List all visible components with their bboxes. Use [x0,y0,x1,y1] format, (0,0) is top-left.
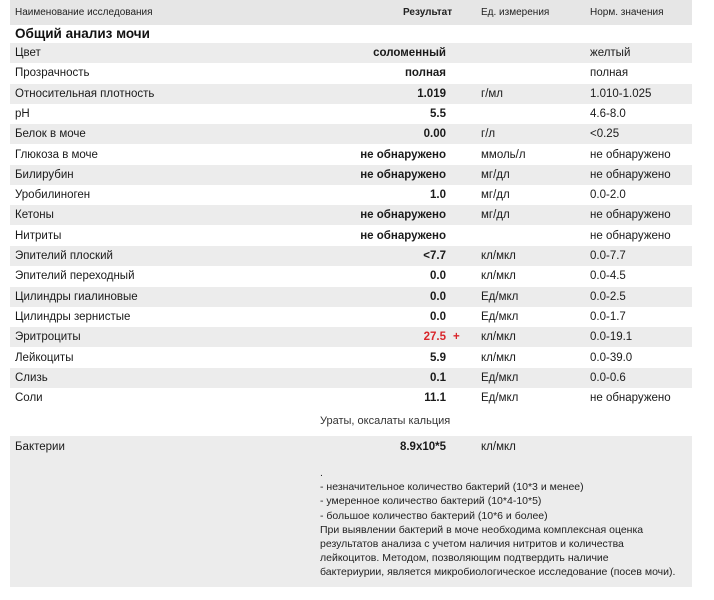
section-title: Общий анализ мочи [15,26,150,41]
row-norm: не обнаружено [590,392,671,405]
row-result: соломенный [373,47,446,59]
row-name: Цилиндры зернистые [15,310,131,323]
row-name: Билирубин [15,168,74,181]
table-row [10,266,692,286]
row-unit: Ед/мкл [481,371,519,384]
comment-line: - большое количество бактерий (10*6 и более) [320,509,548,522]
comment-line: бактериурии, является микробиологическое исследование (посев мочи). [320,566,676,579]
comment-line: лейкоцитов. Методом, позволяющим подтвердить наличие [320,552,609,565]
row-name: Эритроциты [15,331,81,344]
table-row [10,43,692,63]
row-result: полная [404,67,446,80]
row-name: Нитриты [15,229,62,242]
bacteria-row [10,436,692,587]
row-result: 1.0 [430,189,446,202]
row-norm: <0.25 [590,128,620,141]
row-result: 0.0 [430,270,446,283]
row-unit: мг/дл [481,168,510,181]
row-name: Прозрачность [15,67,90,80]
row-result: не обнаружено [360,168,446,181]
row-norm: 0.0-39.0 [590,351,633,364]
row-norm: желтый [590,47,631,59]
row-name: Относительная плотность [15,87,155,100]
row-flag: + [453,331,460,344]
row-norm: 0.0-19.1 [590,331,633,344]
row-name: Кетоны [15,209,54,222]
bacteria-result: 8.9x10*5 [399,441,446,453]
bacteria-name: Бактерии [15,441,65,453]
table-row [10,368,692,388]
row-unit: Ед/мкл [481,290,519,303]
row-name: Цвет [15,47,41,59]
comment-line: При выявлении бактерий в моче необходима комплексная оценка [320,523,644,536]
row-norm: не обнаружено [590,168,671,181]
row-unit: Ед/мкл [481,392,519,405]
row-result: <7.7 [423,250,446,262]
table-row [10,287,692,307]
row-unit: кл/мкл [481,351,516,364]
row-unit: Ед/мкл [481,310,519,323]
row-result: не обнаружено [360,229,446,242]
row-result: 27.5 [423,331,446,344]
row-unit: кл/мкл [481,250,516,262]
table-row [10,124,692,144]
table-row [10,327,692,347]
row-unit: ммоль/л [481,148,526,161]
row-norm: не обнаружено [590,229,671,242]
row-unit: мг/дл [481,189,510,202]
row-result: не обнаружено [360,148,446,161]
row-norm: 0.0-0.6 [590,371,626,384]
table-row [10,388,692,408]
row-norm: 0.0-7.7 [590,250,626,262]
row-result: 0.0 [430,310,446,323]
header-unit: Ед. измерения [481,7,550,18]
row-name: Эпителий плоский [15,250,113,262]
table-row [10,205,692,225]
table-row [10,145,692,165]
table-row [10,226,692,246]
row-norm: 0.0-2.0 [590,189,626,202]
table-row [10,63,692,83]
bacteria-comment [320,466,688,580]
row-norm: 0.0-2.5 [590,290,626,303]
row-result: 1.019 [417,87,446,100]
row-result: 5.5 [430,107,446,120]
row-norm: 0.0-1.7 [590,310,626,323]
table-row [10,165,692,185]
row-norm: не обнаружено [590,209,671,222]
row-unit: г/мл [481,87,504,100]
row-unit: мг/дл [481,209,510,222]
header-result: Результат [403,7,453,18]
table-row [10,84,692,104]
row-result: не обнаружено [360,209,446,222]
bacteria-unit: кл/мкл [481,441,516,453]
comment-line: . [320,467,323,479]
row-name: Лейкоциты [15,351,74,364]
row-norm: не обнаружено [590,148,671,161]
row-name: Эпителий переходный [15,270,135,283]
row-result: 11.1 [424,392,446,405]
comment-line: - незначительное количество бактерий (10*3 и менее) [320,481,584,494]
header-norm: Норм. значения [590,7,664,18]
table-row [10,185,692,205]
header-name: Наименование исследования [15,7,153,18]
row-name: pH [15,107,30,120]
row-name: Цилиндры гиалиновые [15,290,138,303]
row-name: Белок в моче [15,128,86,141]
row-unit: кл/мкл [481,331,516,344]
table-row [10,104,692,124]
salts-note: Ураты, оксалаты кальция [320,415,451,427]
row-name: Слизь [15,371,48,384]
table-header [10,0,692,25]
row-norm: полная [590,67,629,80]
row-unit: г/л [481,128,496,141]
row-name: Уробилиноген [15,189,91,202]
row-norm: 0.0-4.5 [590,270,626,283]
row-result: 5.9 [430,351,446,364]
row-result: 0.0 [430,290,446,303]
row-norm: 4.6-8.0 [590,107,626,120]
table-row [10,348,692,368]
row-norm: 1.010-1.025 [590,87,652,100]
comment-line: - умеренное количество бактерий (10*4-10*5) [320,495,542,508]
row-unit: кл/мкл [481,270,516,283]
row-result: 0.00 [423,128,446,141]
row-name: Соли [15,392,43,405]
table-row [10,246,692,266]
row-name: Глюкоза в моче [15,148,98,161]
table-row [10,307,692,327]
row-result: 0.1 [430,371,446,384]
comment-line: результатов анализа с учетом наличия нитритов и количества [320,538,624,551]
